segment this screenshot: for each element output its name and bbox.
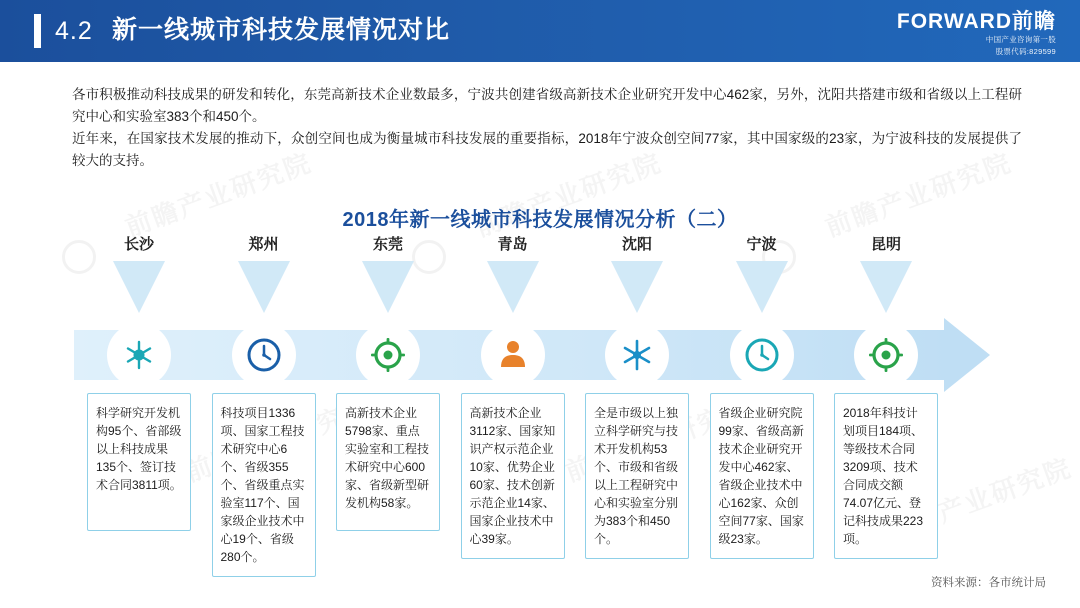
chart-area [0,235,1080,565]
gear-star-icon [854,323,918,387]
funnel-shape [362,261,414,313]
brand-name: FORWARD前瞻 [896,10,1056,33]
city-detail-box: 2018年科技计划项目184项、等级技术合同3209项、技术合同成交额74.07亿元、登记科技成果223项。 [834,393,938,559]
brand-subtitle-1: 中国产业咨询第一股 [985,35,1056,44]
section-number: 4.2 [55,17,93,45]
chart-column [572,235,702,546]
clock-icon [232,323,296,387]
funnel-shape [487,261,539,313]
funnel-shape [860,261,912,313]
person-handshake-icon [481,323,545,387]
brand-logo [897,10,1056,58]
header-accent-bar [34,14,41,48]
city-detail-box: 省级企业研究院99家、省级高新技术企业研究开发中心462家、省级企业技术中心162家、众创空间77家、国家级23家。 [710,393,814,559]
chart-column [199,235,329,564]
gear-leaf-icon [356,323,420,387]
city-detail-box: 高新技术企业5798家、重点实验室和工程技术研究中心600家、省级新型研发机构58家。 [336,393,440,531]
chart-column [74,235,204,492]
arrow-tip-icon [944,318,990,392]
city-label: 沈阳 [621,236,652,253]
chart-title: 2018年新一线城市科技发展情况分析（二） [342,209,738,231]
city-detail-box: 高新技术企业3112家、国家知识产权示范企业10家、优势企业60家、技术创新示范企业14家、国家企业技术中心39家。 [461,393,565,559]
city-detail-box: 科学研究开发机构95个、省部级以上科技成果135个、签订技术合同3811项。 [87,393,191,531]
funnel-shape [611,261,663,313]
brand-subtitle-2: 股票代码:829599 [995,47,1056,56]
city-label: 青岛 [497,236,528,253]
city-detail-box: 科技项目1336项、国家工程技术研究中心6个、省级355个、省级重点实验室117个、国家级企业技术中心19个、省级280个。 [212,393,316,577]
snowflake-icon [605,323,669,387]
funnel-shape [113,261,165,313]
chart-column [448,235,578,546]
city-label: 昆明 [870,236,901,253]
city-label: 长沙 [123,236,154,253]
city-label: 宁波 [746,236,777,253]
city-label: 东莞 [372,236,403,253]
funnel-shape [736,261,788,313]
city-label: 郑州 [248,236,279,253]
paragraph-1: 各市积极推动科技成果的研发和转化，东莞高新技术企业数最多，宁波共创建省级高新技术企业研究开发中心462家，另外，沈阳共搭建市级和省级以上工程研究中心和实验室383个和450个。 [72,87,1022,124]
city-detail-box: 全是市级以上独立科学研究与技术开发机构53个、市级和省级以上工程研究中心和实验室分别为383个和450个。 [585,393,689,559]
source-note: 资料来源：各市统计局 [931,577,1046,589]
funnel-shape [238,261,290,313]
page-header [0,0,1080,62]
chart-column [323,235,453,510]
clock-gear-icon [730,323,794,387]
chart-column [697,235,827,546]
gear-snowflake-icon [107,323,171,387]
paragraph-2: 近年来，在国家技术发展的推动下，众创空间也成为衡量城市科技发展的重要指标，2018年宁波众创空间77家，其中国家级的23家，为宁波科技的发展提供了较大的支持。 [72,131,1022,168]
page-title: 新一线城市科技发展情况对比 [112,16,451,44]
chart-column [821,235,951,546]
